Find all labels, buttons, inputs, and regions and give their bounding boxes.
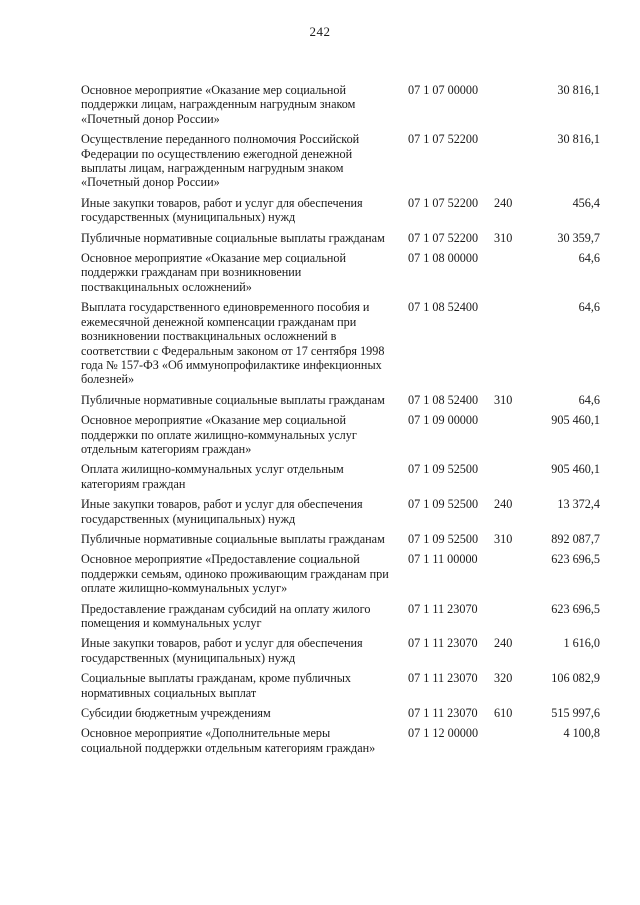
- row-name: Основное мероприятие «Оказание мер социальной поддержки лицам, награжденным нагрудным знаком «Почетный донор России»: [81, 83, 356, 126]
- row-amount: 892 087,7: [551, 531, 600, 546]
- row-amount: 106 082,9: [551, 671, 600, 686]
- table-row: [81, 300, 603, 386]
- row-code: 07 1 08 52400: [408, 392, 479, 407]
- row-name: Публичные нормативные социальные выплаты гражданам: [81, 230, 385, 245]
- table-row: [81, 132, 603, 190]
- page-number: 242: [309, 24, 331, 39]
- row-name: Иные закупки товаров, работ и услуг для обеспечения государственных (муниципальных) нужд: [81, 195, 363, 225]
- row-amount: 4 100,8: [563, 726, 600, 741]
- row-name: Субсидии бюджетным учреждениям: [81, 706, 271, 721]
- row-code: 07 1 08 52400: [408, 300, 479, 315]
- row-expense-type: 610: [494, 706, 513, 721]
- row-code: 07 1 07 00000: [408, 83, 479, 97]
- row-amount: 623 696,5: [551, 601, 600, 616]
- table-row: [81, 706, 603, 720]
- table-row: [81, 726, 603, 755]
- row-expense-type: 320: [494, 671, 513, 686]
- row-name: Осуществление переданного полномочия Российской Федерации по осуществлению ежегодной денежной выплаты лицам, награжденным нагрудным знаком «Почетный донор России»: [81, 132, 360, 190]
- row-amount: 623 696,5: [551, 552, 600, 567]
- table-row: [81, 462, 603, 491]
- table-row: [81, 671, 603, 700]
- table-row: [81, 83, 603, 126]
- row-amount: 64,6: [578, 300, 600, 315]
- row-name: Публичные нормативные социальные выплаты гражданам: [81, 531, 385, 546]
- row-code: 07 1 12 00000: [408, 726, 479, 741]
- row-code: 07 1 08 00000: [408, 251, 479, 266]
- table-row: [81, 413, 603, 456]
- row-expense-type: 310: [494, 230, 513, 245]
- row-expense-type: 240: [494, 195, 513, 210]
- row-name: Предоставление гражданам субсидий на оплату жилого помещения и коммунальных услуг: [81, 601, 371, 630]
- table-row: [81, 393, 603, 407]
- row-name: Социальные выплаты гражданам, кроме публичных нормативных социальных выплат: [81, 671, 351, 700]
- row-code: 07 1 11 23070: [408, 671, 478, 686]
- row-name: Иные закупки товаров, работ и услуг для обеспечения государственных (муниципальных) нужд: [81, 497, 363, 526]
- row-amount: 905 460,1: [551, 413, 600, 428]
- row-amount: 456,4: [572, 195, 600, 210]
- row-code: 07 1 07 52200: [408, 230, 479, 245]
- row-name: Основное мероприятие «Оказание мер социальной поддержки по оплате жилищно-коммунальных услуг отдельным категориям граждан»: [81, 413, 357, 456]
- row-name: Иные закупки товаров, работ и услуг для обеспечения государственных (муниципальных) нужд: [81, 636, 363, 665]
- row-code: 07 1 11 23070: [408, 636, 478, 651]
- row-name: Основное мероприятие «Дополнительные меры социальной поддержки отдельным категориям граждан»: [81, 726, 376, 755]
- row-amount: 30 359,7: [557, 230, 600, 245]
- row-amount: 64,6: [578, 392, 600, 407]
- row-name: Выплата государственного единовременного пособия и ежемесячной денежной компенсации гражданам при возникновении поствакцинальных осложнений в соответствии с Федеральным законом от 17 сентября 1998 года № 157-ФЗ «Об иммунопрофилактике инфекционных болезней»: [81, 300, 385, 387]
- row-amount: 30 816,1: [557, 83, 600, 97]
- row-code: 07 1 07 52200: [408, 195, 479, 210]
- row-code: 07 1 09 52500: [408, 497, 479, 512]
- budget-table: [81, 83, 603, 761]
- table-row: [81, 532, 603, 546]
- row-code: 07 1 11 23070: [408, 706, 478, 721]
- row-name: Публичные нормативные социальные выплаты гражданам: [81, 392, 385, 407]
- table-row: [81, 231, 603, 245]
- row-expense-type: 240: [494, 636, 513, 651]
- table-row: [81, 497, 603, 526]
- row-code: 07 1 09 52500: [408, 462, 479, 477]
- row-code: 07 1 11 00000: [408, 552, 478, 567]
- row-amount: 13 372,4: [557, 497, 600, 512]
- row-code: 07 1 09 00000: [408, 413, 479, 428]
- row-code: 07 1 07 52200: [408, 132, 479, 147]
- table-row: [81, 196, 603, 225]
- row-amount: 515 997,6: [551, 706, 600, 721]
- row-expense-type: 310: [494, 531, 513, 546]
- row-expense-type: 240: [494, 497, 513, 512]
- row-amount: 64,6: [578, 251, 600, 266]
- row-name: Оплата жилищно-коммунальных услуг отдельным категориям граждан: [81, 462, 344, 491]
- row-amount: 1 616,0: [563, 636, 600, 651]
- table-row: [81, 636, 603, 665]
- row-amount: 30 816,1: [557, 132, 600, 147]
- table-row: [81, 552, 603, 595]
- table-row: [81, 251, 603, 294]
- row-name: Основное мероприятие «Предоставление социальной поддержки семьям, одиноко проживающим гражданам при оплате жилищно-коммунальных услуг»: [81, 552, 389, 596]
- table-row: [81, 602, 603, 631]
- row-code: 07 1 11 23070: [408, 601, 478, 616]
- row-code: 07 1 09 52500: [408, 531, 479, 546]
- row-amount: 905 460,1: [551, 462, 600, 477]
- row-expense-type: 310: [494, 392, 513, 407]
- row-name: Основное мероприятие «Оказание мер социальной поддержки гражданам при возникновении поствакцинальных осложнений»: [81, 251, 347, 294]
